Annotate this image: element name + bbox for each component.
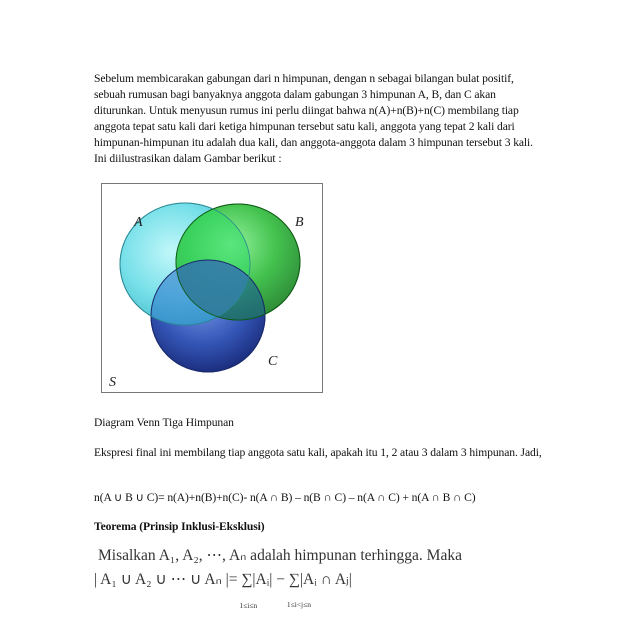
inclusion-exclusion-formula: n(A ∪ B ∪ C)= n(A)+n(B)+n(C)- n(A ∩ B) – n(B ∩ C) – n(A ∩ C) + n(A ∩ B ∩ C) [94,491,476,504]
theorem-minus: − [276,571,285,588]
theorem-statement-image [94,540,574,630]
label-c: C [268,354,278,369]
theorem-line-2 [94,570,352,610]
theorem-sum-1: ∑|Aᵢ| [241,571,273,588]
venn-diagram [101,183,323,393]
theorem-line-1: Misalkan A₁, A₂, ⋯, Aₙ adalah himpunan terhingga. Maka [98,547,462,564]
theorem-lhs: | A₁ ∪ A₂ ∪ ⋯ ∪ Aₙ |= [94,571,238,588]
label-b: B [295,215,304,230]
label-s: S [109,375,116,390]
figure-caption: Diagram Venn Tiga Himpunan [94,416,234,429]
explanation-paragraph: Ekspresi final ini membilang tiap anggota satu kali, apakah itu 1, 2 atau 3 dalam 3 himpunan. Jadi, [94,446,542,459]
theorem-title: Teorema (Prinsip Inklusi-Eksklusi) [94,520,265,533]
theorem-sum-2: ∑|Aᵢ ∩ Aⱼ| [288,571,352,588]
intro-paragraph: Sebelum membicarakan gabungan dari n himpunan, dengan n sebagai bilangan bulat positif, sebuah rumusan bagi banyaknya anggota dalam gabungan 3 himpunan A, B, dan C akan diturunkan. Untuk menyusun rumus ini perlu diingat bahwa n(A)+n(B)+n(C) membilang tiap anggota tepat satu kali dari ketiga himpunan tersebut satu kali, anggota yang tepat 2 kali dari himpunan-himpunan itu adalah dua kali, dan anggota-anggota dalam 3 himpunan tersebut 3 kali. Ini diilustrasikan dalam Gambar berikut : [94,72,533,165]
theorem-sum-2-limits: 1≤i<j≤n [286,600,311,609]
label-a: A [134,215,143,230]
theorem-sum-1-limits: 1≤i≤n [239,601,258,610]
